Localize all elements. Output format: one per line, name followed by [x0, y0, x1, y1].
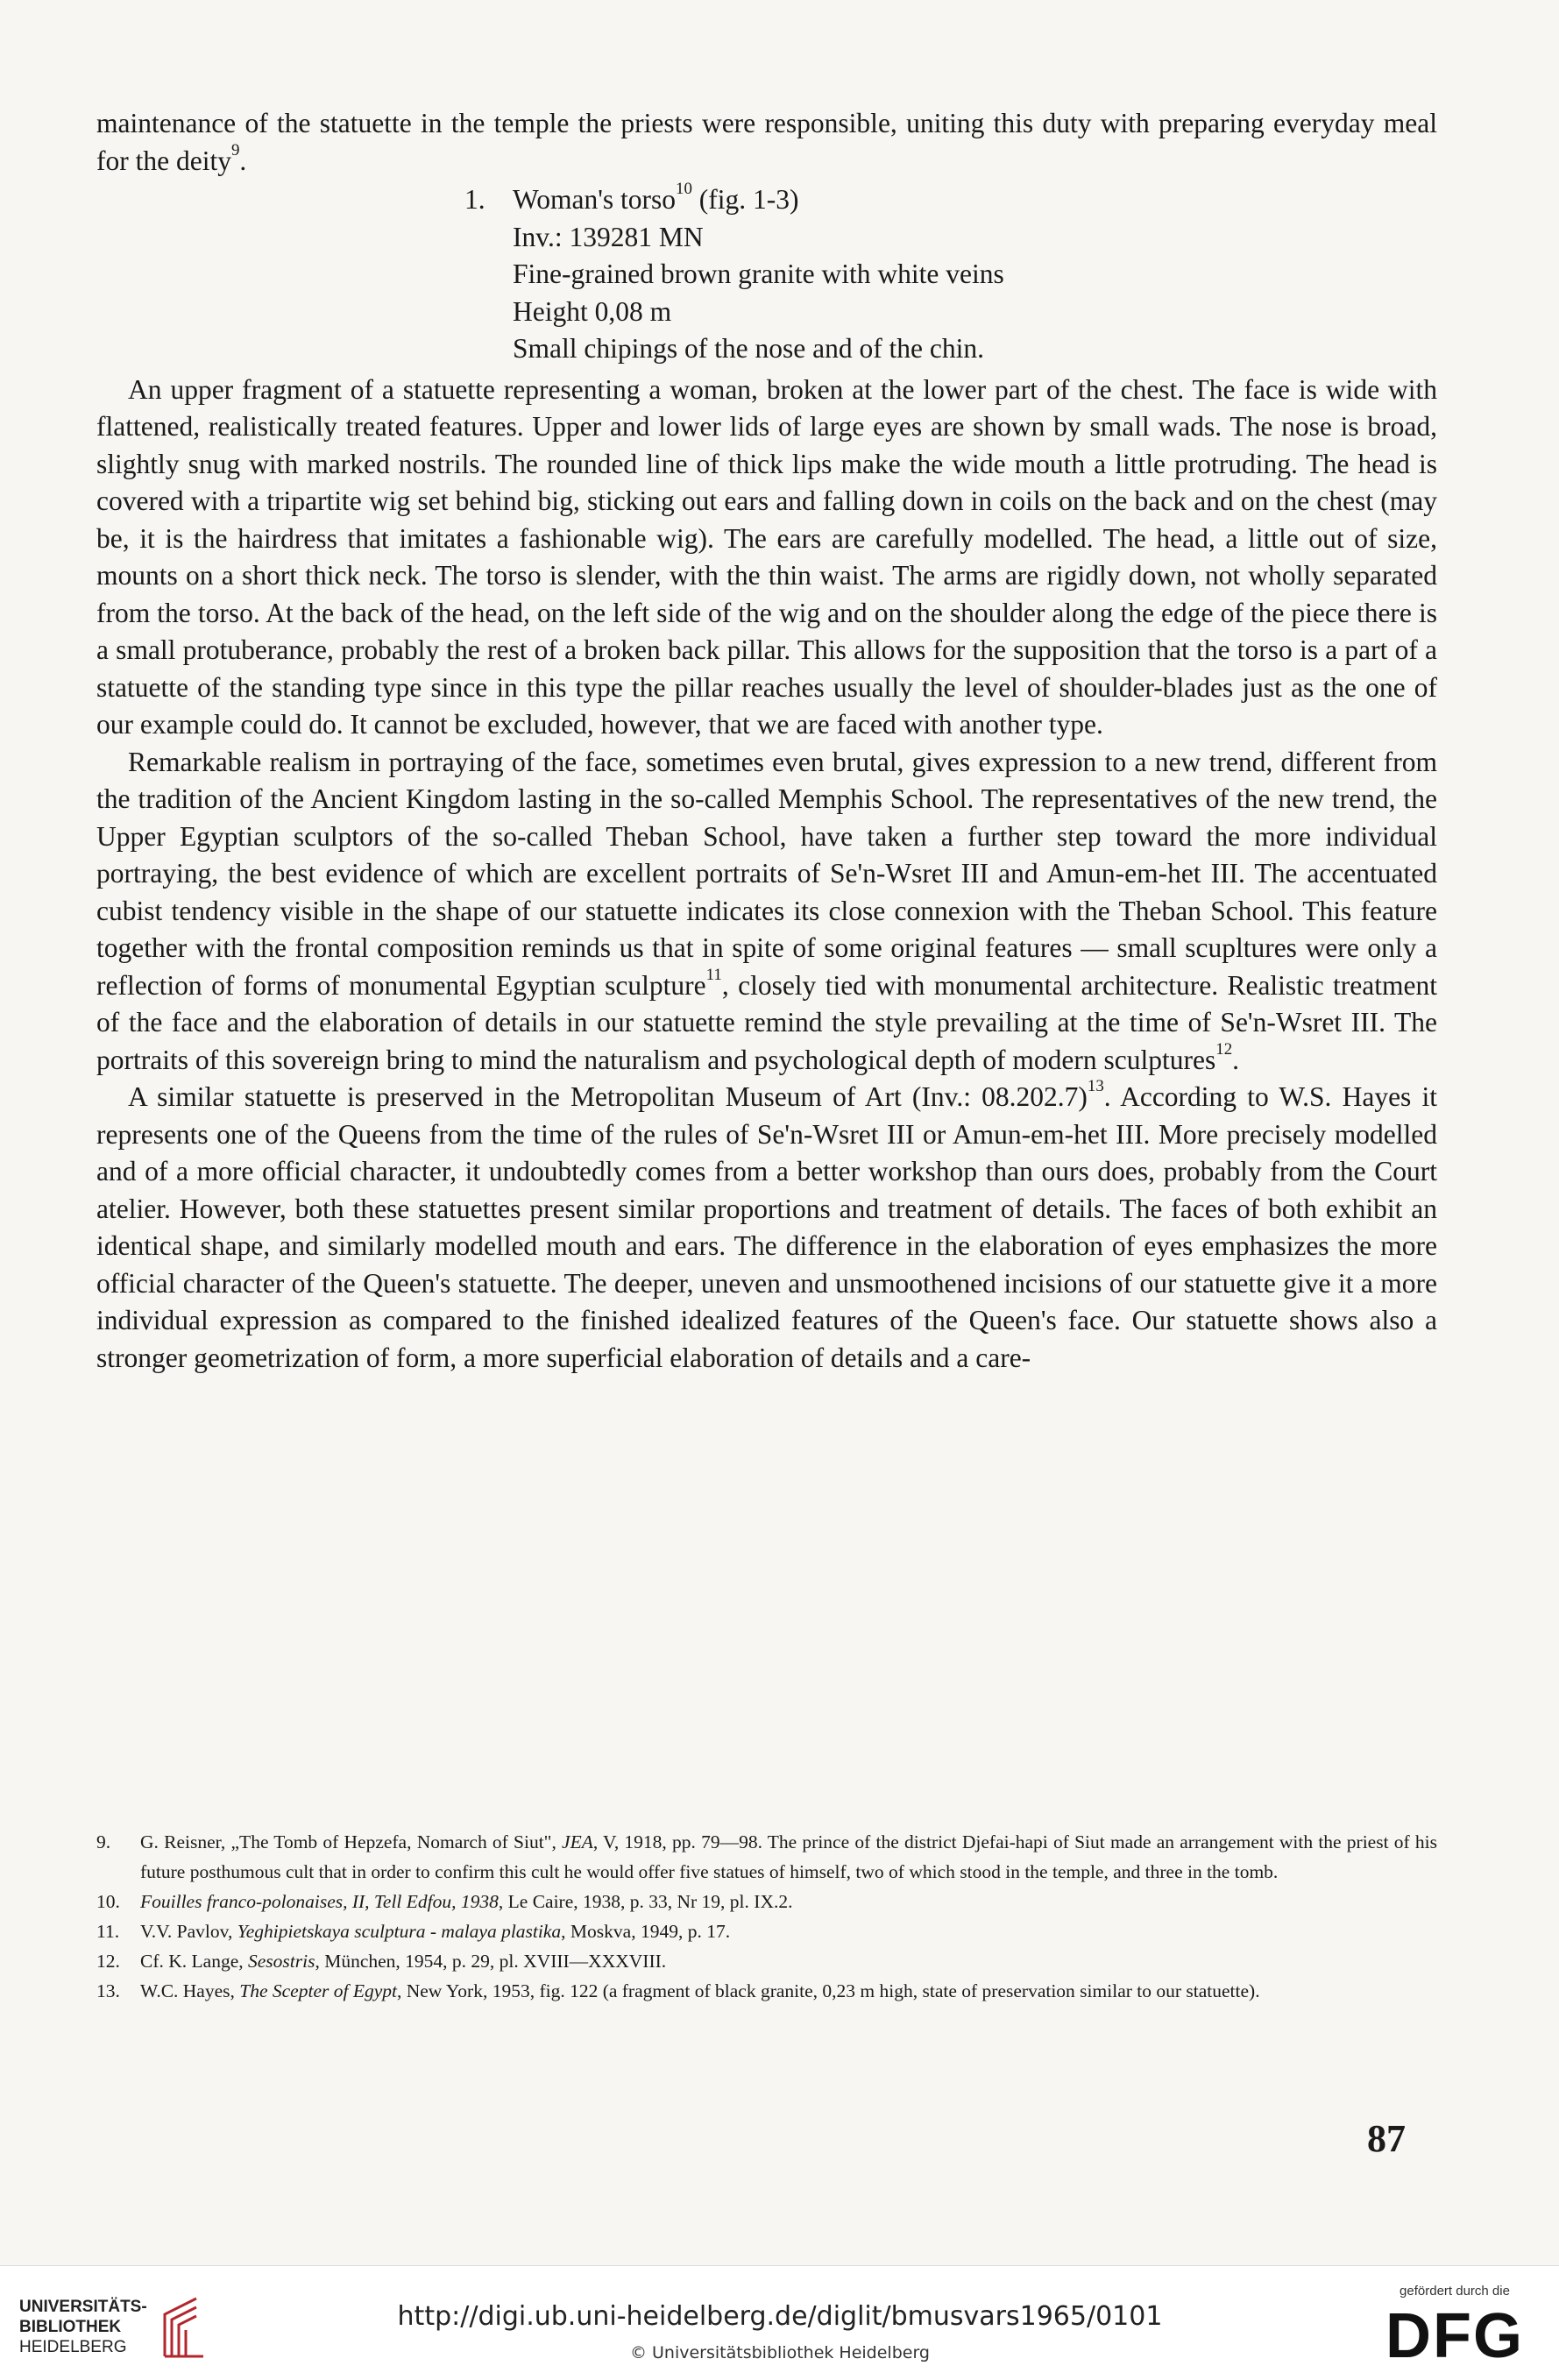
funding-caption: gefördert durch die: [1400, 2284, 1510, 2299]
paragraph-realism: Remarkable realism in portraying of the face, sometimes even brutal, gives expression to a new trend, different from the tradition of the Ancient Kingdom lasting in the so-called Memphis School. The representatives of the new trend, the Upper Egyptian sculptors of the so-called Theban School, have taken a further step toward the more individual portraying, the best evidence of which are excellent portraits of Se'n-Wsret III and Amun-em-het III. The accentuated cubist tendency visible in the shape of our statuette indicates its close connexion with the Theban School. This feature together with the frontal composition reminds us that in spite of some original features — small scupltures were only a reflection of forms of monumental Egyptian sculpture$^{11}$, closely tied with monumental architecture. Realistic treatment of the face and the elaboration of details in our statuette remind the style prevailing at the time of Se'n-Wsret III. The portraits of this sovereign bring to mind the naturalism and psychological depth of modern sculptures$^{12}$.: [96, 746, 1438, 1075]
catalog-entry: [96, 181, 1437, 368]
viewer-footer: [0, 2265, 1559, 2380]
footnote-number: 10.: [96, 1891, 120, 1912]
paragraph-description: An upper fragment of a statuette representing a woman, broken at the lower part of the chest. The face is wide with flattened, realistically treated features. Upper and lower lids of large eyes are shown by small wads. The nose is broad, slightly snug with marked nostrils. The rounded line of thick lips make the wide mouth a little protruding. The head is covered with a tripartite wig set behind big, sticking out ears and falling down in coils on the back and on the chest (may be, it is the hairdress that imitates a fashionable wig). The ears are carefully modelled. The head, a little out of size, mounts on a short thick neck. The torso is slender, with the thin waist. The arms are rigidly down, not wholly separated from the torso. At the back of the head, on the left side of the wig and on the shoulder along the edge of the piece there is a small protuberance, probably the rest of a broken back pillar. This allows for the supposition that the torso is a part of a statuette of the standing type since in this type the pillar reaches usually the level of shoulder-blades just as the one of our example could do. It cannot be excluded, however, that we are faced with another type.: [96, 373, 1437, 740]
page-number: 87: [1367, 2117, 1406, 2160]
footnote-text: G. Reisner, „The Tomb of Hepzefa, Nomarch of Siut", JEA, V, 1918, pp. 79—98. The prince of the district Djefai-hapi of Siut made an arrangement with the priest of his future posthumous cult that in order to confirm this cult he would offer five statues of himself, two of which stood in the temple, and three in the tomb.: [140, 1831, 1437, 1882]
catalog-condition: Small chipings of the nose and of the chin.: [513, 333, 985, 364]
catalog-number: 1.: [464, 184, 485, 215]
library-emblem-icon: [158, 2295, 210, 2358]
footnote-ref-10[interactable]: 10: [676, 180, 692, 198]
footnote-ref-12[interactable]: 12: [1215, 1039, 1233, 1059]
footnotes: [96, 1827, 1437, 2006]
catalog-height: Height 0,08 m: [513, 295, 672, 327]
catalog-title-line: [464, 181, 1437, 219]
footnote-number: 11.: [96, 1921, 120, 1942]
university-library-logo[interactable]: UNIVERSITÄTS- BIBLIOTHEK HEIDELBERG: [19, 2295, 210, 2358]
footnote-text: Cf. K. Lange, Sesostris, München, 1954, p. 29, pl. XVIII—XXXVIII.: [140, 1951, 667, 1972]
footnote-number: 13.: [96, 1980, 120, 2001]
footnote-number: 12.: [96, 1951, 120, 1972]
footnote: [96, 1976, 1437, 2006]
footnote-text: W.C. Hayes, The Scepter of Egypt, New York, 1953, fig. 122 (a fragment of black granite, 0,23 m high, state of preservation similar to our statuette).: [140, 1980, 1260, 2001]
footnote-ref-13[interactable]: 13: [1087, 1077, 1104, 1095]
footnote-text: Fouilles franco-polonaises, II, Tell Edfou, 1938, Le Caire, 1938, p. 33, Nr 19, pl. IX.2.: [140, 1891, 793, 1912]
intro-paragraph: maintenance of the statuette in the temple the priests were responsible, uniting this duty with preparing everyday meal for the deity$^9$.: [96, 108, 1437, 176]
catalog-title: Woman's torso: [513, 184, 677, 215]
footnote-ref-11[interactable]: 11: [705, 965, 722, 984]
catalog-fig-ref: (fig. 1-3): [691, 184, 799, 215]
catalog-material: Fine-grained brown granite with white veins: [513, 259, 1004, 289]
footnote-number: 9.: [96, 1831, 111, 1852]
footnote-ref-9[interactable]: 9: [230, 140, 240, 159]
footnote: [96, 1916, 1437, 1946]
footnote: [96, 1946, 1437, 1976]
dfg-logo[interactable]: DFG: [1385, 2301, 1524, 2371]
catalog-inventory: Inv.: 139281 MN: [513, 221, 704, 252]
paragraph-comparison: A similar statuette is preserved in the Metropolitan Museum of Art (Inv.: 08.202.7)$^{13}$. According to W.S. Hayes it represents one of the Queens from the time of the rules of Se'n-Wsret III or Amun-em-het III. More precisely modelled and of a more official character, it undoubtedly comes from a better workshop than ours does, probably from the Court atelier. However, both these statuettes present similar proportions and treatment of details. The faces of both exhibit an identical shape, and similarly modelled mouth and ears. The difference in the elaboration of eyes emphasizes the more official character of the Queen's statuette. The deeper, uneven and unsmoothened incisions of our statuette give it a more individual expression as compared to the finished idealized features of the Queen's face. Our statuette shows also a stronger geometrization of form, a more superficial elaboration of details and a care-: [96, 1077, 1437, 1373]
body-text: [96, 105, 1437, 1377]
permalink-url[interactable]: http://digi.ub.uni-heidelberg.de/diglit/bmusvars1965/0101: [397, 2301, 1163, 2332]
copyright-notice: © Universitätsbibliothek Heidelberg: [629, 2343, 930, 2362]
footnote: [96, 1827, 1437, 1887]
footnote: [96, 1887, 1437, 1916]
footnote-text: V.V. Pavlov, Yeghipietskaya sculptura - malaya plastika, Moskva, 1949, p. 17.: [140, 1921, 731, 1942]
